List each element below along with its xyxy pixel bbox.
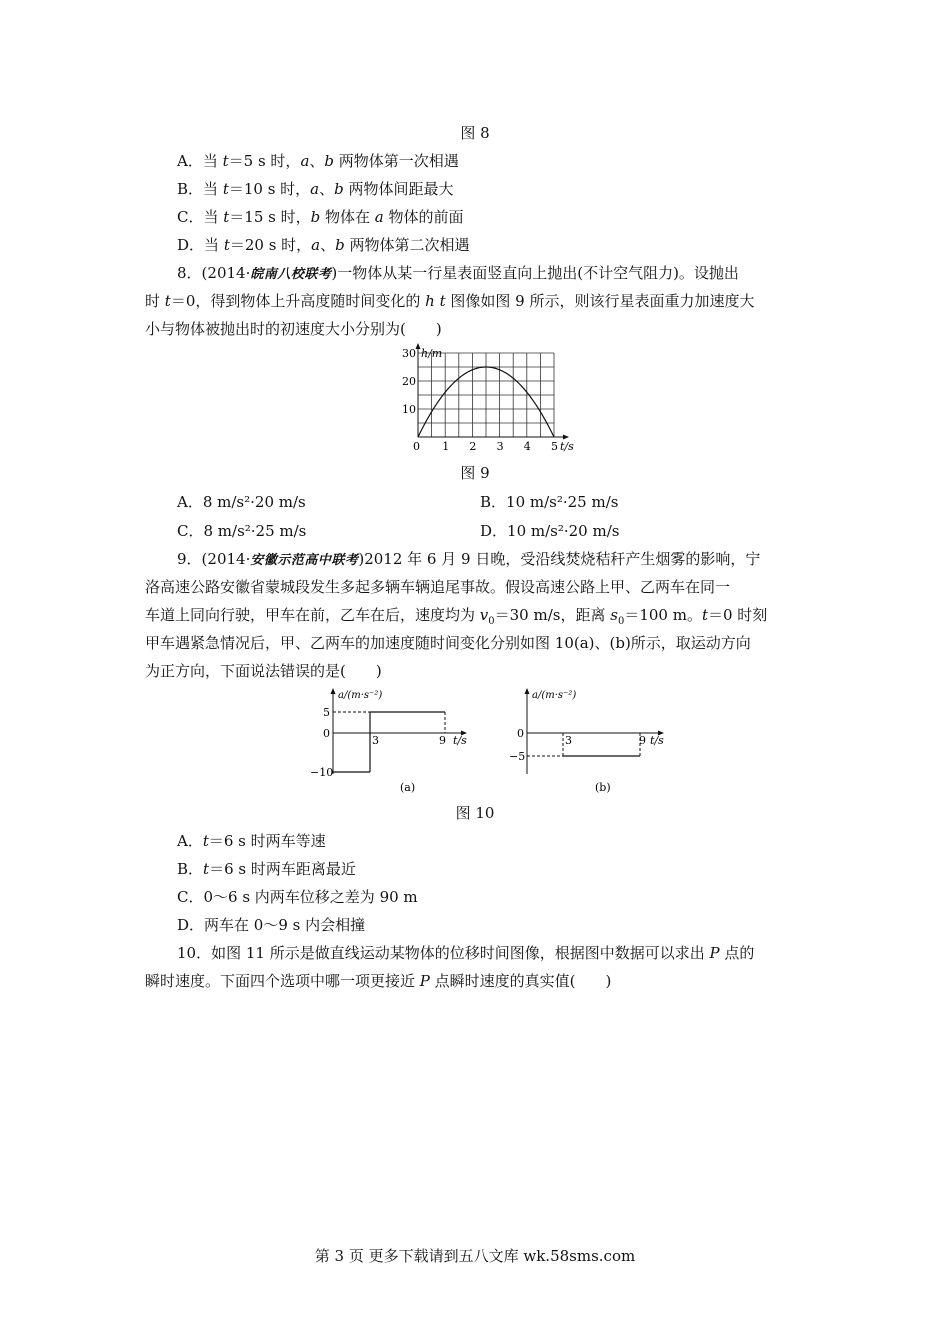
q9-line-2: 洛高速公路安徽省蒙城段发生多起多辆车辆追尾事故。假设高速公路上甲、乙两车在同一 [145,578,731,596]
fig9-y-tick-label: 10 [402,403,416,416]
q10-line-2: 瞬时速度。下面四个选项中哪一项更接近 P 点瞬时速度的真实值( ) [145,972,612,990]
figure-9-chart [396,340,586,458]
q7-option-a: A．当 t＝5 s 时，a、b 两物体第一次相遇 [177,152,459,170]
q9-option-c: C．0～6 s 内两车位移之差为 90 m [177,888,418,906]
q8-option-c: C．8 m/s²·25 m/s [177,522,307,540]
q9-line-4: 甲车遇紧急情况后，甲、乙两车的加速度随时间变化分别如图 10(a)、(b)所示，取运动方向 [145,634,751,652]
q7-option-c: C．当 t＝15 s 时，b 物体在 a 物体的前面 [177,208,464,226]
fig10b-tick-3: 3 [565,734,572,747]
fig10a-tick-3: 3 [372,734,379,747]
q8-line-2: 时 t＝0，得到物体上升高度随时间变化的 h t 图像如图 9 所示，则该行星表面重力加速度大 [145,292,755,310]
fig9-y-axis-label: h/m [421,347,443,360]
fig10a-sublabel: (a) [400,781,416,794]
q7-option-b: B．当 t＝10 s 时，a、b 两物体间距最大 [177,180,454,198]
fig9-x-tick-label: 0 [413,440,420,453]
q9-line-3: 车道上同向行驶，甲车在前，乙车在后，速度均为 $v_0=30$ m/s，距离 $s_0=100$ m。t＝0 时刻 [145,606,768,627]
figure-9-caption: 图 9 [460,464,490,482]
fig9-x-axis-label: t/s [560,440,574,453]
fig9-x-tick-label: 2 [469,440,477,453]
q9-option-a: A．t＝6 s 时两车等速 [177,832,326,850]
figure-10-caption: 图 10 [455,804,495,822]
fig10a-tick-9: 9 [439,734,446,747]
fig10b-y-axis-label: a/(m·s⁻²) [532,690,577,701]
q9-option-b: B．t＝6 s 时两车距离最近 [177,860,356,878]
q7-option-d: D．当 t＝20 s 时，a、b 两物体第二次相遇 [177,236,470,254]
q9-option-d: D．两车在 0～9 s 内会相撞 [177,916,366,934]
fig10a-tick-m10: −10 [310,766,334,779]
fig10b-tick-m5: −5 [509,750,526,763]
fig9-y-tick-label: 20 [402,375,416,388]
fig10a-x-axis-label: t/s [453,734,467,747]
fig9-grid [418,353,554,437]
q9-line-5: 为正方向，下面说法错误的是( ) [145,662,382,680]
fig9-y-tick-label: 30 [402,347,416,360]
fig10b-tick-9: 9 [639,734,646,747]
q8-option-a: A．8 m/s²·20 m/s [177,493,306,511]
fig10b-tick-0: 0 [517,727,524,740]
fig10b-x-axis-label: t/s [650,734,664,747]
q8-line-3: 小与物体被抛出时的初速度大小分别为( ) [145,320,442,338]
page-footer: 第 3 页 更多下载请到五八文库 wk.58sms.com [314,1247,636,1265]
fig10b-sublabel: (b) [595,781,611,794]
fig10a-y-axis-label: a/(m·s⁻²) [338,690,383,701]
figure-10b-chart [505,686,685,798]
fig9-x-tick-label: 5 [551,440,558,453]
fig10a-tick-5: 5 [323,706,330,719]
figure-8-caption: 图 8 [460,124,490,142]
fig9-x-tick-label: 3 [496,440,504,453]
fig10a-y-arrow [331,688,336,694]
fig10a-tick-0: 0 [323,727,330,740]
fig10b-y-arrow [525,688,530,694]
q10-line-1: 10．如图 11 所示是做直线运动某物体的位移时间图像，根据图中数据可以求出 P 点的 [177,944,755,962]
fig9-y-arrow [416,343,421,349]
q8-line-1: 8．(2014·皖南八校联考)一物体从某一行星表面竖直向上抛出(不计空气阻力)。设抛出 [177,264,739,282]
fig9-x-tick-label: 4 [523,440,531,453]
fig9-x-arrow [563,435,569,440]
q8-option-b: B．10 m/s²·25 m/s [480,493,619,511]
q9-line-1: 9．(2014·安徽示范高中联考)2012 年 6 月 9 日晚，受沿线焚烧秸秆产生烟雾的影响，宁 [177,550,761,568]
fig9-x-tick-label: 1 [442,440,450,453]
figure-10a-chart [308,686,488,798]
q8-option-d: D．10 m/s²·20 m/s [480,522,620,540]
